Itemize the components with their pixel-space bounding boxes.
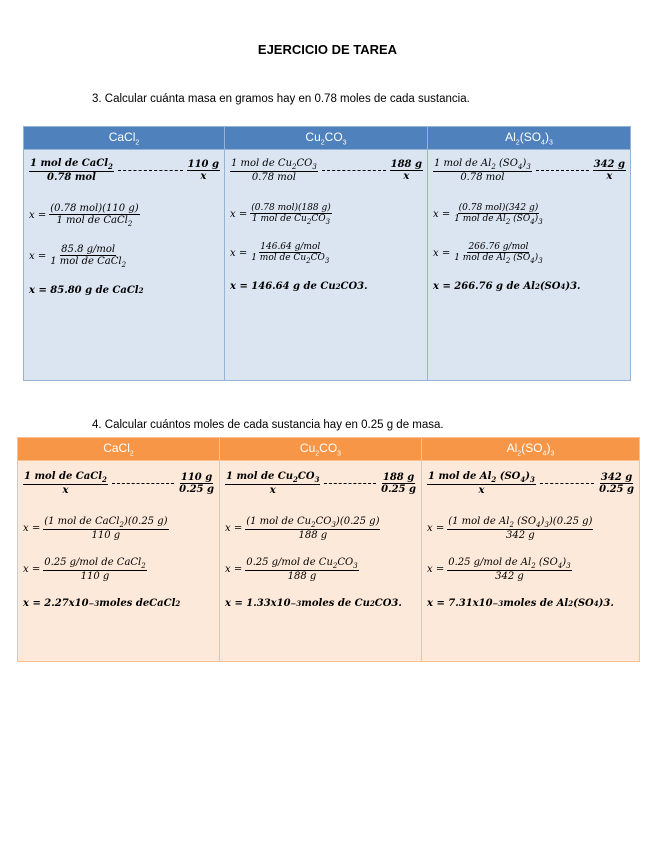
fraction (598, 472, 635, 495)
fraction (225, 471, 320, 496)
cell-cacl2 (24, 150, 225, 381)
denominator: x (200, 171, 207, 182)
step-1: x = $\frac{\text{(0.78 mol)(342 g)}}{1 mol de Al_2 (SO_4)_3}$ (433, 203, 543, 226)
fraction (593, 159, 626, 182)
numerator: (1 mol de CaCl$_2$)(0.25 g) (44, 516, 168, 529)
header-cu2co3: $Cu_2CO_3$ (220, 438, 422, 461)
ratio-row (433, 158, 626, 183)
dashed-separator (536, 170, 589, 171)
numerator: (1 mol de $Al_2$ $(SO_4)_3)(0.25$ g) (448, 516, 593, 529)
result: x = 2.27x10 −3 moles deCaCl 2 (23, 598, 181, 609)
numerator: 110 g (187, 159, 219, 170)
cell-cacl2 (18, 461, 220, 662)
numerator: 1 mol de CaCl$_2$ (30, 158, 113, 171)
result: x = 266.76 g de Al 2 (SO 4 )3. (433, 280, 581, 292)
denominator: 188 g (298, 530, 328, 541)
cell-cu2co3 (220, 461, 422, 662)
denominator: 1 mol de $Cu_2CO_3$ (251, 214, 331, 226)
step-2: x = $\frac{\text{146.64 g/mol}}{1 mol de Cu_2CO_3}$ (230, 241, 330, 265)
numerator: 1 mol de $Cu_2CO_3$ (231, 158, 317, 171)
denominator: 188 g (287, 571, 317, 582)
header-al2so43: $Al_2(SO_4)_3$ (422, 438, 640, 461)
fraction (380, 472, 417, 495)
denominator: 1 mol de CaCl$_2$ (50, 256, 127, 269)
fraction (43, 557, 147, 582)
fraction (453, 242, 543, 265)
denominator: 1 mol de CaCl$_2$ (56, 215, 133, 228)
step-1: x = $\frac{\text{(0.78 mol)(110 g)}}{1 mol de CaCl_2}$ (29, 203, 139, 228)
fraction (447, 516, 593, 541)
header-al2so43: $Al_2(SO_4)_3$ (428, 127, 631, 150)
numerator: (1 mol de $Cu_2CO_3)(0.25$ g) (246, 516, 380, 529)
result: x = 1.33x10 −3 moles de Cu 2 CO3. (225, 598, 402, 609)
step-2: x = $\frac{0.25 g/mol de Cu_2CO_3}{188 g}$ (225, 557, 358, 582)
denominator: 0.78 mol (460, 172, 505, 183)
numerator: (0.78 mol)(110 g) (50, 203, 139, 214)
dashed-separator (118, 170, 183, 171)
header-cacl2: CaCl$_2$ (18, 438, 220, 461)
step-2: x = $\frac{0.25 g/mol de Al_2 (SO_4)_3}{342 g}$ (427, 557, 571, 582)
dashed-separator (324, 483, 376, 484)
denominator: 342 g (495, 571, 524, 582)
denominator: 1 mol de $Al_2$ $(SO_4)_3$ (454, 214, 543, 226)
fraction (390, 159, 423, 182)
ratio-row (230, 158, 423, 183)
denominator: 342 g (506, 530, 535, 541)
step-1: x = $\frac{\text{(0.78 mol)(188 g)}}{1 mol de Cu_2CO_3}$ (230, 203, 331, 226)
numerator: 0.25 g/mol de CaCl$_2$ (44, 557, 146, 570)
numerator: (0.78 mol)(342 g) (458, 203, 539, 213)
mass-table (23, 126, 631, 381)
numerator: 342 g (593, 159, 625, 170)
numerator: (0.78 mol)(188 g) (251, 203, 331, 213)
denominator: 0.25 g (381, 484, 416, 495)
fraction (453, 203, 543, 226)
denominator: x (606, 171, 613, 182)
dashed-separator (322, 170, 386, 171)
cell-al2so43 (428, 150, 631, 381)
denominator: 0.25 g (179, 484, 214, 495)
numerator: 266.76 g/mol (468, 241, 529, 252)
numerator: 85.8 g/mol (61, 244, 116, 255)
fraction (49, 203, 139, 228)
numerator: 1 mol de CaCl$_2$ (24, 471, 107, 484)
numerator: 110 g (180, 472, 213, 483)
numerator: 342 g (600, 472, 633, 483)
fraction (245, 516, 380, 541)
denominator: x (478, 485, 485, 496)
denominator: 1 mol de $Al_2$ $(SO_4)_3$ (454, 252, 543, 265)
cell-cu2co3 (225, 150, 428, 381)
fraction (187, 159, 220, 182)
denominator: 1 mol de $Cu_2CO_3$ (251, 252, 330, 265)
moles-table (17, 437, 640, 662)
numerator: 146.64 g/mol (260, 241, 321, 252)
numerator: 0.25 g/mol de $Cu_2CO_3$ (246, 557, 358, 570)
numerator: 1 mol de $Al_2$ $(SO_4)_3$ (428, 471, 535, 484)
step-2: x = $\frac{\text{266.76 g/mol}}{1 mol de Al_2 (SO_4)_3}$ (433, 241, 543, 265)
step-1: x = $\frac{(1 mol de Al_2 (SO_4)_3)(0.25 g)}{342 g}$ (427, 516, 593, 541)
step-1: x = $\frac{(1 mol de CaCl_2)(0.25 g)}{110 g}$ (23, 516, 168, 541)
ratio-row (23, 471, 215, 496)
numerator: 1 mol de $Cu_2CO_3$ (226, 471, 320, 484)
result: x = 146.64 g de Cu 2 CO3. (230, 280, 368, 292)
header-cacl2: CaCl$_2$ (24, 127, 225, 150)
step-2: x = $\frac{0.25 g/mol de CaCl_2}{110 g}$ (23, 557, 146, 582)
denominator: 110 g (91, 530, 121, 541)
fraction (178, 472, 215, 495)
denominator: x (403, 171, 410, 182)
denominator: x (269, 485, 276, 496)
numerator: 0.25 g/mol de $Al_2$ $(SO_4)_3$ (448, 557, 571, 570)
ratio-row (427, 471, 635, 496)
step-2: x = $\frac{\text{85.8 g/mol}}{1 mol de CaCl_2}$ (29, 244, 127, 269)
denominator: 0.78 mol (47, 172, 96, 183)
step-1: x = $\frac{(1 mol de Cu_2CO_3)(0.25 g)}{188 g}$ (225, 516, 380, 541)
dashed-separator (540, 483, 594, 484)
ratio-row (29, 158, 220, 183)
numerator: 188 g (382, 472, 415, 483)
fraction (250, 203, 332, 226)
result: x = 85.80 g de CaCl 2 (29, 285, 144, 296)
fraction (447, 557, 571, 582)
denominator: 110 g (80, 571, 110, 582)
fraction (433, 158, 532, 183)
denominator: 0.25 g (599, 484, 634, 495)
result: x = 7.31x10 −3 moles de Al 2 (SO 4 )3. (427, 598, 614, 609)
fraction (29, 158, 114, 183)
cell-al2so43 (422, 461, 640, 662)
fraction (23, 471, 108, 496)
header-cu2co3: $Cu_2CO_3$ (225, 127, 428, 150)
ratio-row (225, 471, 417, 496)
numerator: 188 g (390, 159, 422, 170)
page-title: EJERCICIO DE TAREA (257, 42, 398, 57)
denominator: 0.78 mol (251, 172, 296, 183)
denominator: x (62, 485, 69, 496)
dashed-separator (112, 483, 174, 484)
question-3: 3. Calcular cuánta masa en gramos hay en 0.78 moles de cada sustancia. (92, 93, 470, 105)
fraction (43, 516, 168, 541)
fraction (427, 471, 536, 496)
fraction (49, 244, 127, 269)
numerator: 1 mol de $Al_2$ $(SO_4)_3$ (434, 158, 531, 171)
question-4: 4. Calcular cuántos moles de cada sustancia hay en 0.25 g de masa. (92, 419, 444, 431)
fraction (245, 557, 358, 582)
fraction (250, 242, 330, 265)
fraction (230, 158, 318, 183)
